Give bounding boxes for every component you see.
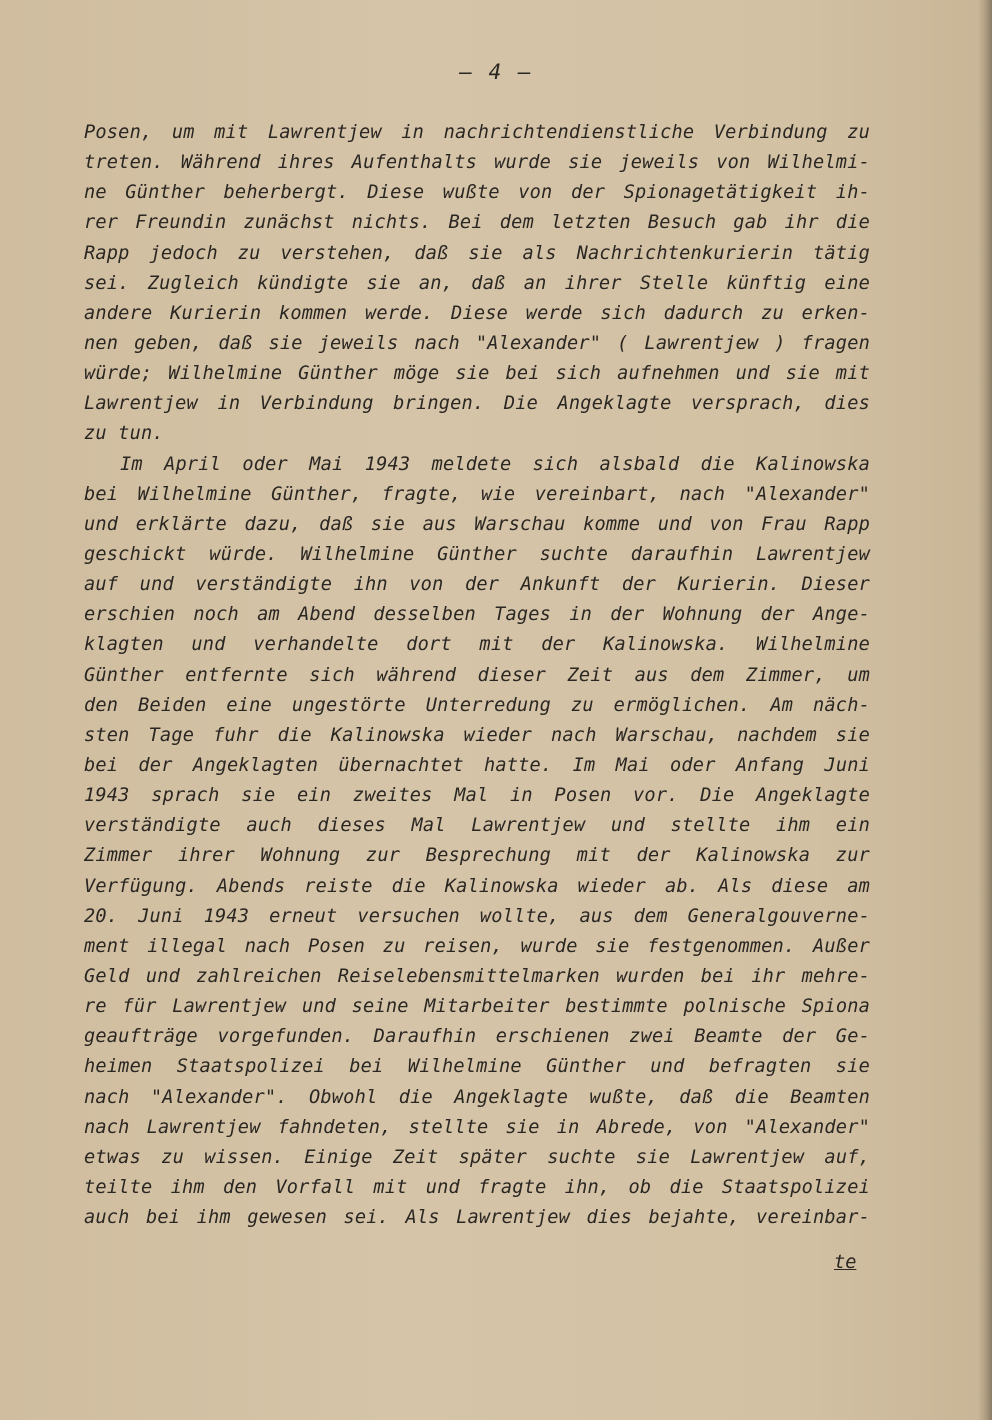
text-line: verständigte auch dieses Mal Lawrentjew und stellte ihm ein [84, 815, 870, 837]
text-line: rer Freundin zunächst nichts. Bei dem letzten Besuch gab ihr die [84, 212, 870, 234]
text-line: treten. Während ihres Aufenthalts wurde sie jeweils von Wilhelmi- [84, 152, 870, 174]
text-line: Zimmer ihrer Wohnung zur Besprechung mit der Kalinowska zur [84, 845, 870, 867]
text-line: und erklärte dazu, daß sie aus Warschau komme und von Frau Rapp [84, 513, 870, 535]
catchword: te [834, 1252, 857, 1273]
text-line: sten Tage fuhr die Kalinowska wieder nach Warschau, nachdem sie [84, 724, 870, 746]
text-line: ment illegal nach Posen zu reisen, wurde sie festgenommen. Außer [84, 935, 870, 957]
text-line: nach Lawrentjew fahndeten, stellte sie in Abrede, von "Alexander" [84, 1116, 870, 1138]
text-line: andere Kurierin kommen werde. Diese werde sich dadurch zu erken- [84, 302, 870, 324]
text-line: Im April oder Mai 1943 meldete sich alsbald die Kalinowska [120, 453, 870, 475]
text-line: Verfügung. Abends reiste die Kalinowska wieder ab. Als diese am [84, 875, 870, 897]
text-line: bei Wilhelmine Günther, fragte, wie vereinbart, nach "Alexander" [84, 483, 870, 505]
text-line: erschien noch am Abend desselben Tages in der Wohnung der Ange- [84, 604, 870, 626]
text-line: Posen, um mit Lawrentjew in nachrichtendienstliche Verbindung zu [84, 122, 870, 143]
text-line: re für Lawrentjew und seine Mitarbeiter bestimmte polnische Spiona [84, 996, 870, 1018]
text-line: Rapp jedoch zu verstehen, daß sie als Nachrichtenkurierin tätig [84, 242, 870, 264]
page-number: – 4 – [459, 60, 533, 84]
text-line: ne Günther beherbergt. Diese wußte von der Spionagetätigkeit ih- [84, 182, 870, 204]
text-line: zu tun. [84, 423, 164, 445]
body-text [84, 118, 870, 1233]
text-line: geschickt würde. Wilhelmine Günther suchte daraufhin Lawrentjew [84, 543, 870, 565]
text-line: sei. Zugleich kündigte sie an, daß an ihrer Stelle künftig eine [84, 272, 870, 294]
text-line: auch bei ihm gewesen sei. Als Lawrentjew dies bejahte, vereinbar- [84, 1207, 870, 1229]
text-line: heimen Staatspolizei bei Wilhelmine Günther und befragten sie [84, 1056, 870, 1078]
text-line: Günther entfernte sich während dieser Zeit aus dem Zimmer, um [84, 664, 870, 686]
text-line: Lawrentjew in Verbindung bringen. Die Angeklagte versprach, dies [84, 393, 870, 415]
text-line: geaufträge vorgefunden. Daraufhin erschienen zwei Beamte der Ge- [84, 1026, 870, 1048]
text-line: bei der Angeklagten übernachtet hatte. Im Mai oder Anfang Juni [84, 754, 870, 776]
text-line: nach "Alexander". Obwohl die Angeklagte wußte, daß die Beamten [84, 1086, 870, 1108]
text-line: Geld und zahlreichen Reiselebensmittelmarken wurden bei ihr mehre- [84, 965, 870, 987]
page-edge-shadow [978, 0, 992, 1420]
text-line: 20. Juni 1943 erneut versuchen wollte, aus dem Generalgouverne- [84, 905, 870, 927]
text-line: auf und verständigte ihn von der Ankunft der Kurierin. Dieser [84, 574, 870, 596]
text-line: 1943 sprach sie ein zweites Mal in Posen vor. Die Angeklagte [84, 785, 870, 807]
text-line: den Beiden eine ungestörte Unterredung zu ermöglichen. Am näch- [84, 694, 870, 716]
text-line: teilte ihm den Vorfall mit und fragte ihn, ob die Staatspolizei [84, 1176, 870, 1198]
text-line: nen geben, daß sie jeweils nach "Alexander" ( Lawrentjew ) fragen [84, 332, 870, 354]
text-line: würde; Wilhelmine Günther möge sie bei sich aufnehmen und sie mit [84, 363, 870, 385]
text-line: klagten und verhandelte dort mit der Kalinowska. Wilhelmine [84, 634, 870, 656]
text-line: etwas zu wissen. Einige Zeit später suchte sie Lawrentjew auf, [84, 1146, 870, 1168]
